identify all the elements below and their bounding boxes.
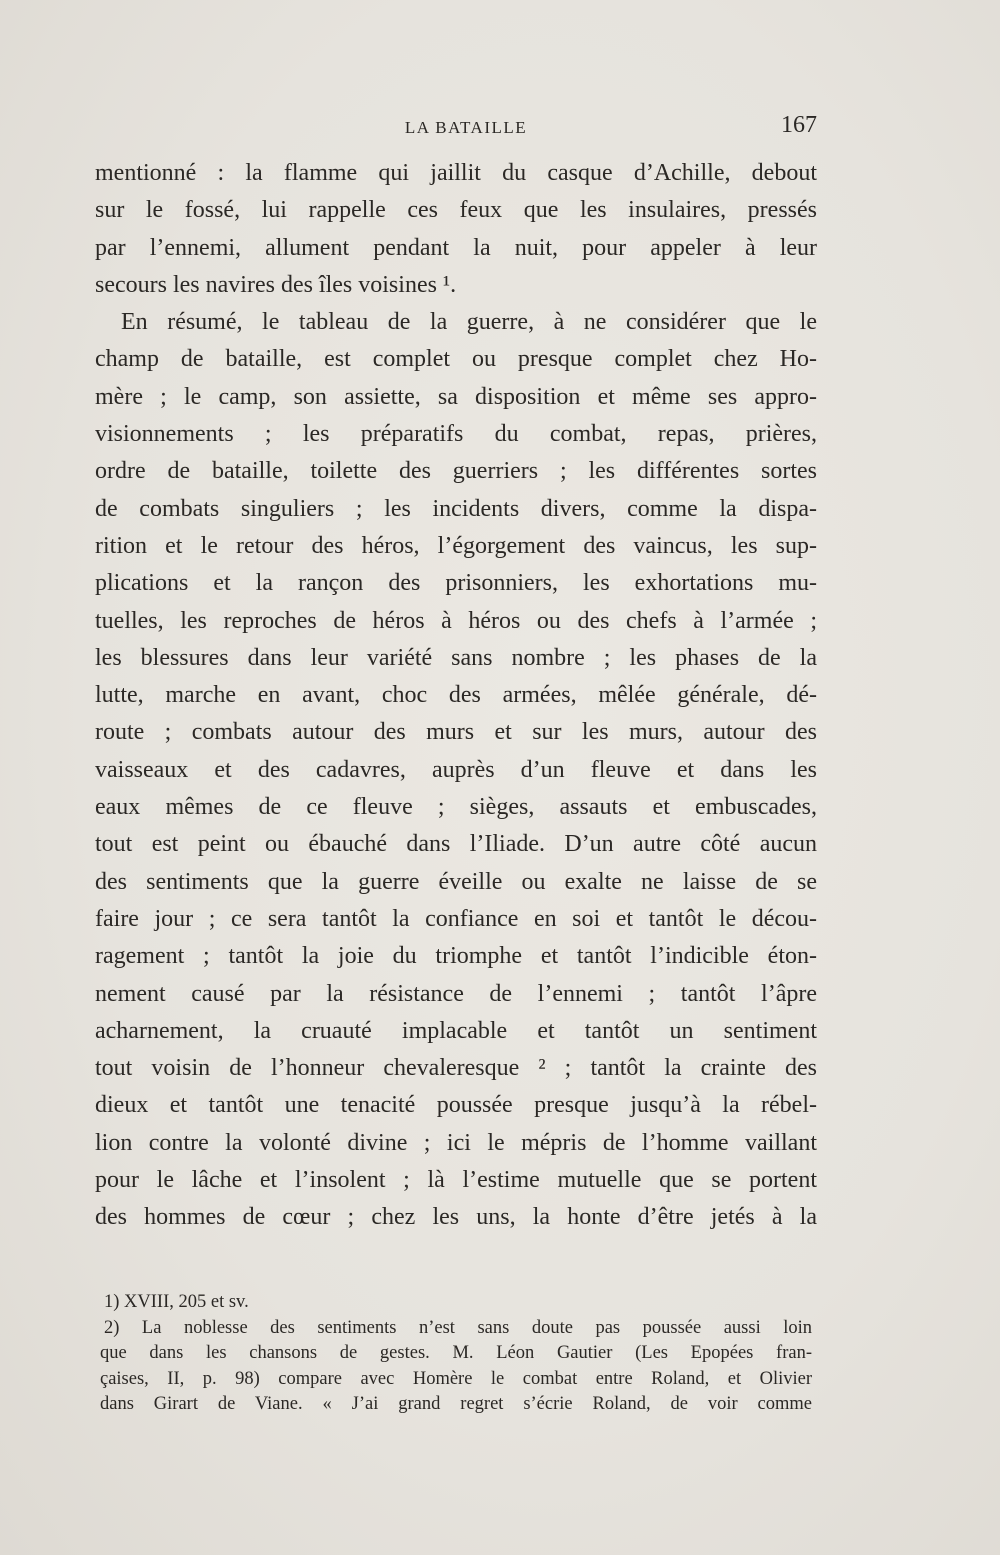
- text-line: pour le lâche et l’insolent ; là l’estime mutuelle que se portent: [95, 1167, 817, 1194]
- footnote-line: 2) La noblesse des sentiments n’est sans doute pas poussée aussi loin: [104, 1317, 812, 1338]
- text-line: des sentiments que la guerre éveille ou exalte ne laisse de se: [95, 868, 817, 895]
- text-line: En résumé, le tableau de la guerre, à ne considérer que le: [121, 309, 817, 336]
- text-line: eaux mêmes de ce fleuve ; sièges, assauts et embuscades,: [95, 794, 817, 821]
- footnote-line: dans Girart de Viane. « J’ai grand regret s’écrie Roland, de voir comme: [100, 1394, 812, 1414]
- text-line: plications et la rançon des prisonniers, les exhortations mu-: [95, 570, 817, 597]
- text-line: ordre de bataille, toilette des guerriers ; les différentes sortes: [95, 458, 817, 485]
- footnote-line: que dans les chansons de gestes. M. Léon Gautier (Les Epopées fran-: [100, 1343, 812, 1363]
- body-text: [95, 155, 817, 1237]
- footnote-line: çaises, II, p. 98) compare avec Homère le combat entre Roland, et Olivier: [100, 1368, 812, 1389]
- text-line: lutte, marche en avant, choc des armées, mêlée générale, dé-: [95, 682, 817, 709]
- text-line: les blessures dans leur variété sans nombre ; les phases de la: [95, 644, 817, 671]
- text-line: acharnement, la cruauté implacable et tantôt un sentiment: [95, 1017, 817, 1044]
- text-line: de combats singuliers ; les incidents divers, comme la dispa-: [95, 495, 817, 522]
- text-line: mère ; le camp, son assiette, sa disposition et même ses appro-: [95, 383, 817, 410]
- text-line: nement causé par la résistance de l’ennemi ; tantôt l’âpre: [95, 980, 817, 1007]
- text-line: ragement ; tantôt la joie du triomphe et tantôt l’indicible éton-: [95, 943, 817, 970]
- footnote-line: 1) XVIII, 205 et sv.: [104, 1292, 249, 1312]
- text-line: tout est peint ou ébauché dans l’Iliade. D’un autre côté aucun: [95, 831, 817, 858]
- text-line: route ; combats autour des murs et sur les murs, autour des: [95, 719, 817, 746]
- text-line: par l’ennemi, allument pendant la nuit, pour appeler à leur: [95, 234, 817, 261]
- text-line: sur le fossé, lui rappelle ces feux que les insulaires, pressés: [95, 197, 817, 224]
- text-line: mentionné : la flamme qui jaillit du casque d’Achille, debout: [95, 160, 817, 186]
- page-number: 167: [781, 112, 817, 138]
- text-line: champ de bataille, est complet ou presque complet chez Ho-: [95, 346, 817, 373]
- text-line: secours les navires des îles voisines ¹.: [95, 271, 457, 298]
- running-title: LA BATAILLE: [404, 118, 528, 137]
- footnotes: [100, 1290, 812, 1418]
- text-line: dieux et tantôt une tenacité poussée presque jusqu’à la rébel-: [95, 1092, 817, 1119]
- text-line: rition et le retour des héros, l’égorgement des vaincus, les sup-: [95, 532, 817, 559]
- text-line: lion contre la volonté divine ; ici le mépris de l’homme vaillant: [95, 1129, 817, 1156]
- text-line: vaisseaux et des cadavres, auprès d’un fleuve et dans les: [95, 756, 817, 783]
- text-line: tout voisin de l’honneur chevaleresque ² ; tantôt la crainte des: [95, 1055, 817, 1082]
- text-line: faire jour ; ce sera tantôt la confiance en soi et tantôt le décou-: [95, 905, 817, 932]
- text-line: tuelles, les reproches de héros à héros ou des chefs à l’armée ;: [95, 607, 817, 634]
- text-line: visionnements ; les préparatifs du combat, repas, prières,: [95, 421, 817, 448]
- text-line: des hommes de cœur ; chez les uns, la honte d’être jetés à la: [95, 1204, 817, 1231]
- running-head: [95, 112, 817, 146]
